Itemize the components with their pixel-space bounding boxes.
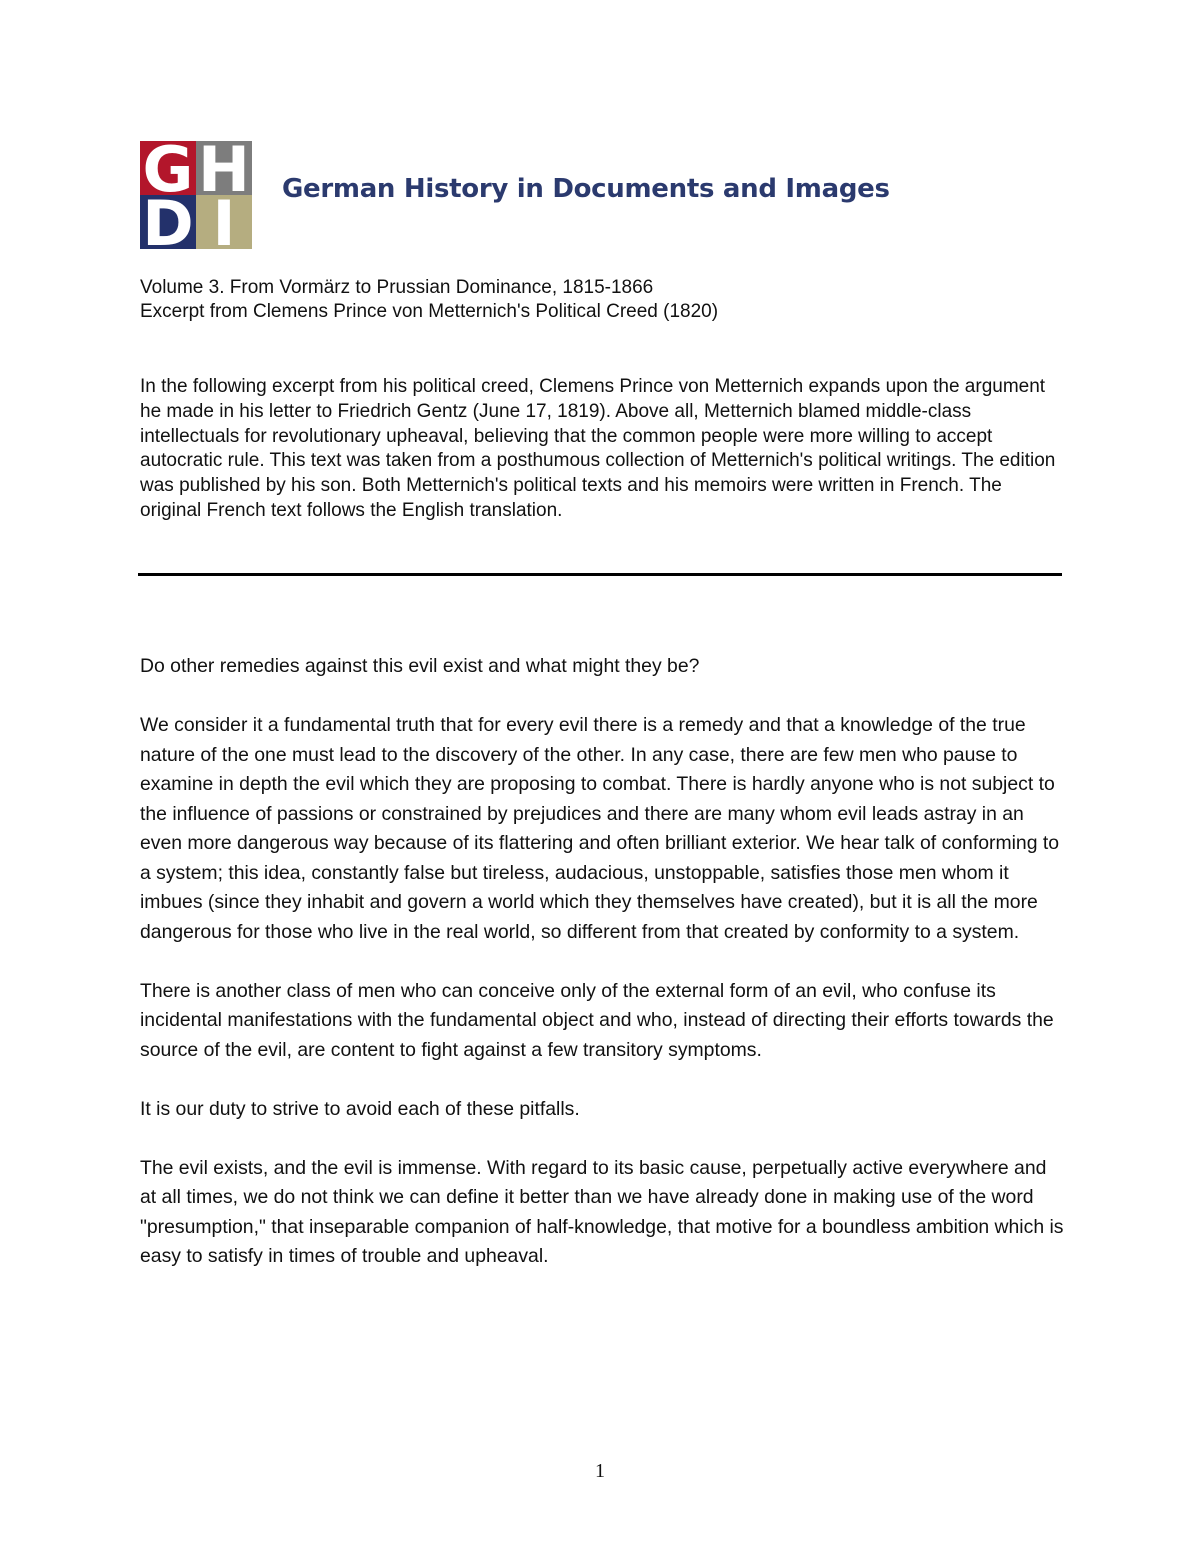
body-paragraph-2: We consider it a fundamental truth that for every evil there is a remedy and that a knowledge of the true nature of the one must lead to the discovery of the other. In any case, there are few men who pause to examine in depth the evil which they are proposing to combat. There is hardly anyone who is not subject to the influence of passions or constrained by prejudices and there are many whom evil leads astray in an even more dangerous way because of its flattering and often brilliant exterior. We hear talk of conforming to a system; this idea, constantly false but tireless, audacious, unstoppable, satisfies those men whom it imbues (since they inhabit and govern a world which they themselves have created), but it is all the more dangerous for those who live in the real world, so different from that created by conformity to a system. xyxy=(140,714,1060,943)
site-title: German History in Documents and Images xyxy=(282,174,890,204)
intro-paragraph: In the following excerpt from his political creed, Clemens Prince von Metternich expands upon the argument he made in his letter to Friedrich Gentz (June 17, 1819). Above all, Metternich blamed middle-class intellectuals for revolutionary upheaval, believing that the common people were more willing to accept autocratic rule. This text was taken from a posthumous collection of Metternich's political writings. The edition was published by his son. Both Metternich's political texts and his memoirs were written in French. The original French text follows the English translation. xyxy=(140,376,1056,521)
logo-letter-g: G xyxy=(140,141,196,195)
body-paragraph-5: The evil exists, and the evil is immense. With regard to its basic cause, perpetually active everywhere and at all times, we do not think we can define it better than we have already done in making use of the word "presumption," that inseparable companion of half-knowledge, that motive for a boundless ambition which is easy to satisfy in times of trouble and upheaval. xyxy=(140,1156,1064,1267)
document-heading xyxy=(140,276,718,324)
logo-letter-h: H xyxy=(196,141,252,195)
body-paragraph-1: Do other remedies against this evil exist and what might they be? xyxy=(140,655,700,677)
body-paragraph-4: It is our duty to strive to avoid each of these pitfalls. xyxy=(140,1097,580,1120)
intro-section xyxy=(140,375,1065,524)
document-title: Excerpt from Clemens Prince von Metternich's Political Creed (1820) xyxy=(140,301,719,322)
volume-line: Volume 3. From Vormärz to Prussian Dominance, 1815-1866 xyxy=(140,277,654,298)
body-paragraph-3: There is another class of men who can conceive only of the external form of an evil, who confuse its incidental manifestations with the fundamental object and who, instead of directing their efforts towards the source of the evil, are content to fight against a few transitory symptoms. xyxy=(140,979,1054,1061)
ghdi-logo xyxy=(140,141,252,249)
logo-letter-i: I xyxy=(196,195,252,249)
page-number: 1 xyxy=(595,1460,605,1482)
logo-letter-d: D xyxy=(140,195,196,249)
section-divider xyxy=(138,573,1062,576)
document-body xyxy=(140,652,1065,1301)
